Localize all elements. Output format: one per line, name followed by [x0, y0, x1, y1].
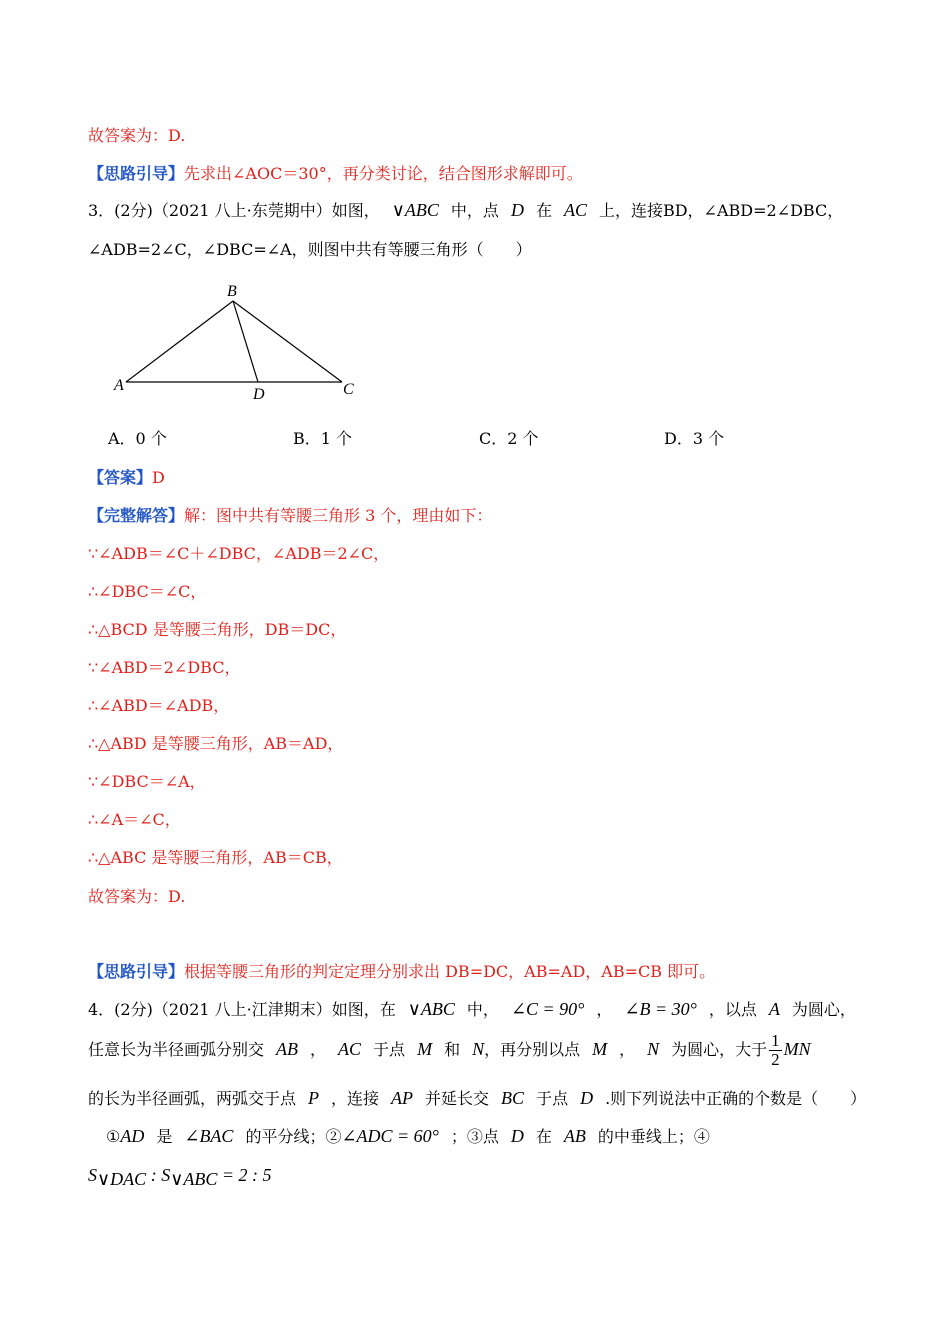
label-B: B — [227, 283, 237, 300]
question-4-line-2: 任意长为半径画弧分别交 AB ， AC 于点 M 和 N，再分别以点 M ， N 为圆心，大于 $\frac{1}{2}$ MN — [88, 1031, 811, 1069]
solution-step: ∵∠ABD＝2∠DBC， — [88, 658, 241, 677]
option-c: C．2 个 — [479, 429, 539, 448]
solution-tag: 【完整解答】 — [88, 506, 185, 525]
question-4-line-1: 4．(2分)（2021 八上·江津期末）如图，在 ∨ABC 中， ∠C = 90° ， ∠B = 30° ，以点 A 为圆心， — [88, 999, 856, 1019]
solution-step: ∴∠DBC＝∠C， — [88, 582, 207, 601]
option-a: A．0 个 — [108, 429, 167, 448]
label-D: D — [253, 386, 265, 403]
solution-step: ∵∠DBC＝∠A， — [88, 772, 206, 791]
segment-AB — [126, 301, 233, 382]
option-b: B．1 个 — [293, 429, 353, 448]
segment-BD — [233, 301, 258, 382]
solution-step: 故答案为：D. — [88, 887, 186, 906]
solution-step: ∴∠A＝∠C， — [88, 810, 181, 829]
segment-BC — [233, 301, 342, 382]
answer-value: D — [152, 468, 165, 487]
triangle-figure — [110, 282, 370, 407]
conclusion-line: 故答案为：D. — [88, 126, 186, 145]
solution-header: 【完整解答】解：图中共有等腰三角形 3 个，理由如下： — [88, 506, 493, 525]
label-A: A — [114, 377, 124, 394]
option-d: D．3 个 — [664, 429, 725, 448]
tip-tag: 【思路引导】 — [88, 164, 185, 183]
question-3-line-1: 3．(2分)（2021 八上·东莞期中）如图， ∨ABC 中，点 D 在 AC 上，连接BD，∠ABD=2∠DBC， — [88, 200, 844, 220]
question-4-line-5: $S_{\vee DAC}$ : $S_{\vee ABC} = 2$ : 5 — [88, 1165, 272, 1190]
solution-step: ∵∠ADB＝∠C＋∠DBC，∠ADB＝2∠C， — [88, 544, 390, 563]
question-3-line-2: ∠ADB=2∠C，∠DBC=∠A，则图中共有等腰三角形（ ） — [88, 240, 532, 259]
answer-tag: 【答案】 — [88, 468, 153, 487]
tip-tag: 【思路引导】 — [88, 962, 185, 981]
solution-step: ∴△BCD 是等腰三角形，DB＝DC， — [88, 620, 347, 639]
fraction-one-half: $\frac{1}{2}$ — [771, 1031, 780, 1069]
tip-text: 先求出∠AOC＝30°，再分类讨论，结合图形求解即可。 — [184, 164, 583, 183]
question-4-line-4: ①AD 是 ∠BAC 的平分线；②∠ADC = 60° ；③点 D 在 AB 的中垂线上；④ — [106, 1126, 710, 1146]
solution-step: ∴∠ABD＝∠ADB， — [88, 696, 230, 715]
question-4-line-3: 的长为半径画弧，两弧交于点 P ，连接 AP 并延长交 BC 于点 D .则下列说法中正确的个数是（ ） — [88, 1088, 867, 1108]
tip-line-2: 【思路引导】根据等腰三角形的判定定理分别求出 DB=DC，AB=AD，AB=CB 即可。 — [88, 962, 716, 981]
label-C: C — [343, 381, 354, 398]
solution-step: ∴△ABC 是等腰三角形，AB＝CB， — [88, 848, 343, 867]
tip-line-1 — [88, 161, 583, 184]
solution-step: ∴△ABD 是等腰三角形，AB＝AD， — [88, 734, 344, 753]
answer-line — [88, 465, 165, 488]
